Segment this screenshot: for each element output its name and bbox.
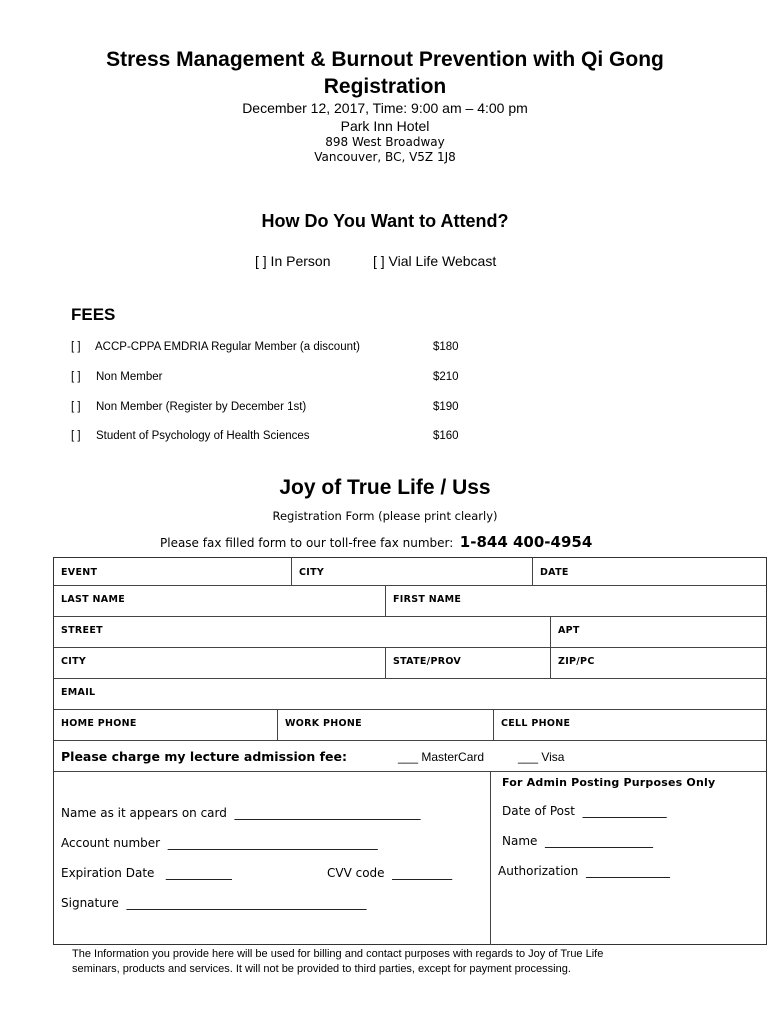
cvv-code-field[interactable]: CVV code __________ [327,866,453,880]
privacy-notice-line2: seminars, products and services. It will not be provided to third parties, except for payment processing. [72,963,571,975]
org-title: Joy of True Life / Uss [279,476,491,499]
name-on-card-field[interactable]: Name as it appears on card _______________________________ [61,806,421,820]
date-of-post-field[interactable]: Date of Post ______________ [502,804,667,818]
fee-price: $180 [433,341,459,353]
event-date-time: December 12, 2017, Time: 9:00 am – 4:00 pm [242,100,528,116]
email-field[interactable]: EMAIL [61,687,96,698]
fee-label: ACCP-CPPA EMDRIA Regular Member (a discount) [95,341,361,353]
attend-heading: How Do You Want to Attend? [261,211,509,231]
row-divider [54,647,766,648]
date-field[interactable]: DATE [540,567,569,578]
visa-option[interactable]: ___ Visa [518,750,565,764]
fee-checkbox[interactable]: [ ] [71,371,81,383]
venue-name: Park Inn Hotel [340,118,430,134]
col-divider [493,709,494,740]
row-divider [54,585,766,586]
row-divider [54,678,766,679]
fee-price: $210 [433,371,459,383]
fax-prefix: Please fax filled form to our toll-free fax number: [160,536,454,550]
fee-checkbox[interactable]: [ ] [71,401,81,413]
privacy-notice [72,947,712,977]
privacy-notice-line1: The Information you provide here will be used for billing and contact purposes with regards to Joy of True Life [72,948,604,960]
col-divider [532,558,533,585]
col-divider [550,616,551,647]
zip-pc-field[interactable]: ZIP/PC [558,656,595,667]
mastercard-option[interactable]: ___ MasterCard [398,750,485,764]
fee-label: Non Member [96,371,163,383]
form-note: Registration Form (please print clearly) [272,509,498,523]
authorization-field[interactable]: Authorization ______________ [498,864,671,878]
signature-field[interactable]: Signature ________________________________________ [61,896,367,910]
city-field-2[interactable]: CITY [61,656,87,667]
charge-label: Please charge my lecture admission fee: [61,749,347,764]
venue-address-line1: 898 West Broadway [325,135,445,149]
work-phone-field[interactable]: WORK PHONE [285,718,362,729]
fee-price: $190 [433,401,459,413]
apt-field[interactable]: APT [558,625,580,636]
row-divider [54,771,766,772]
row-divider [54,740,766,741]
admin-name-field[interactable]: Name __________________ [502,834,654,848]
col-divider [385,585,386,616]
first-name-field[interactable]: FIRST NAME [393,594,462,605]
event-field[interactable]: EVENT [61,567,98,578]
fax-number: 1-844 400-4954 [459,533,593,551]
account-number-field[interactable]: Account number ___________________________________ [61,836,378,850]
expiration-date-field[interactable]: Expiration Date ___________ [61,866,232,880]
cell-phone-field[interactable]: CELL PHONE [501,718,571,729]
home-phone-field[interactable]: HOME PHONE [61,718,137,729]
page-title-line1: Stress Management & Burnout Prevention with Qi Gong [106,48,664,71]
page-title-line2: Registration [323,75,447,98]
fee-checkbox[interactable]: [ ] [71,430,81,442]
fee-label: Non Member (Register by December 1st) [96,401,307,413]
fees-heading: FEES [71,305,116,324]
state-prov-field[interactable]: STATE/PROV [393,656,462,667]
col-divider [277,709,278,740]
admin-posting-title: For Admin Posting Purposes Only [502,776,716,789]
registration-form [53,557,767,945]
fax-line [160,533,592,552]
col-divider [490,771,491,945]
last-name-field[interactable]: LAST NAME [61,594,125,605]
col-divider [385,647,386,678]
attend-option-in-person[interactable]: [ ] In Person [255,253,331,269]
fee-checkbox[interactable]: [ ] [71,341,81,353]
fee-label: Student of Psychology of Health Sciences [96,430,310,442]
street-field[interactable]: STREET [61,625,103,636]
venue-address-line2: Vancouver, BC, V5Z 1J8 [314,150,456,164]
col-divider [550,647,551,678]
city-field[interactable]: CITY [299,567,325,578]
row-divider [54,709,766,710]
fee-price: $160 [433,430,459,442]
col-divider [291,558,292,585]
attend-option-webcast[interactable]: [ ] Vial Life Webcast [373,253,497,269]
row-divider [54,616,766,617]
